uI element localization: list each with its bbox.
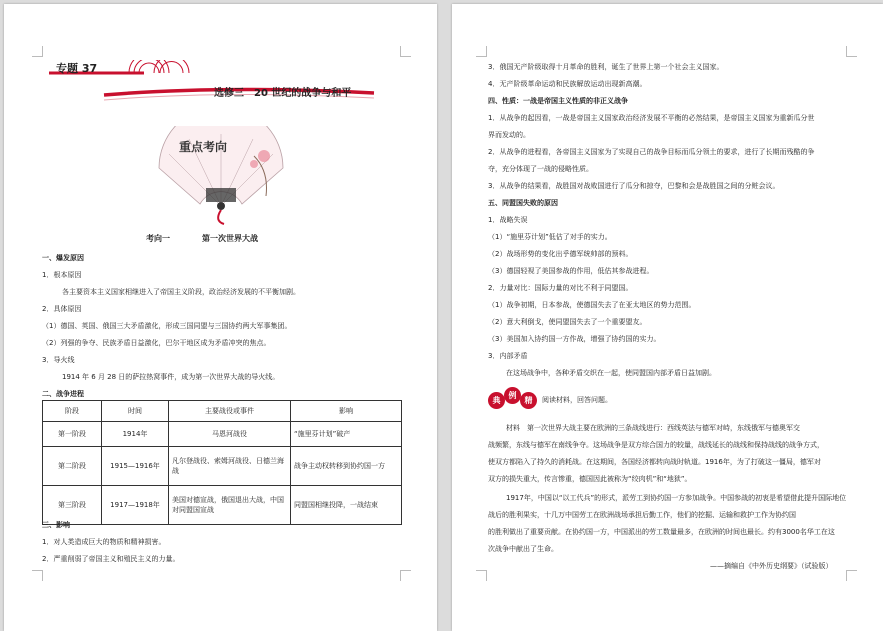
fan-illustration (154, 126, 288, 226)
table-cell: “施里芬计划”破产 (291, 422, 402, 447)
paragraph: 各主要资本主义国家相继进入了帝国主义阶段，政治经济发展的不平衡加剧。 (62, 288, 300, 296)
war-process-table (42, 400, 402, 525)
paragraph: 阅读材料，回答问题。 (542, 396, 612, 404)
crop-mark (32, 570, 43, 581)
paragraph: （3）德国轻视了美国参战的作用，低估其参战进程。 (488, 267, 654, 275)
table-row (43, 447, 402, 486)
paragraph: 2．严重削弱了帝国主义和殖民主义的力量。 (42, 555, 180, 563)
table-row (43, 486, 402, 525)
document-page-1 (4, 4, 437, 631)
table-header-cell: 时间 (102, 401, 169, 422)
material-text: 的胜利做出了重要贡献。在协约国一方，中国派出的劳工数量最多，在欧洲的时间也最长。约有3000名华工在这 (488, 528, 835, 536)
material-text: 材料 第一次世界大战主要在欧洲的三条战线进行：西线英法与德军对峙，东线俄军与德奥军交 (506, 424, 800, 432)
table-header-cell: 阶段 (43, 401, 102, 422)
material-text: 使双方都陷入了持久的消耗战。在这期间，各国经济都转向战时轨道。1916年，为了打破这一僵局，德军对 (488, 458, 821, 466)
table-cell: 1917—1918年 (102, 486, 169, 525)
table-cell: 第三阶段 (43, 486, 102, 525)
heading: 四、性质：一战是帝国主义性质的非正义战争 (488, 97, 628, 105)
source-citation: ——摘编自《中外历史纲要》（试验版） (710, 562, 833, 570)
seal-li: 例 (504, 387, 521, 404)
table-cell: 同盟国相继投降，一战结束 (291, 486, 402, 525)
paragraph: （2）列强的争夺、民族矛盾日益激化，巴尔干地区成为矛盾冲突的焦点。 (42, 339, 271, 347)
material-text: 次战争中献出了生命。 (488, 545, 558, 553)
paragraph: 夺，充分体现了一战的侵略性质。 (488, 165, 593, 173)
crop-mark (846, 570, 857, 581)
material-text: 1917年，中国以“以工代兵”的形式，派劳工到协约国一方参加战争。中国参战的初衷是希望借此提升国际地位 (506, 494, 847, 502)
crop-mark (400, 570, 411, 581)
table-cell: 第二阶段 (43, 447, 102, 486)
paragraph: （3）美国加入协约国一方作战，增强了协约国的实力。 (488, 335, 661, 343)
fan-text: 重点考向 (179, 140, 228, 154)
paragraph: 3．从战争的结果看，战胜国对战败国进行了瓜分和掠夺，巴黎和会是战胜国之间的分赃会议。 (488, 182, 780, 190)
material-text: 双方的损失重大，传言惨重，德国因此被称为“绞肉机”和“地狱”。 (488, 475, 692, 483)
section-title: 选修三 20 世纪的战争与和平 (214, 88, 352, 99)
subheading: 2．具体原因 (42, 305, 82, 313)
paragraph: 3．俄国无产阶级取得十月革命的胜利，诞生了世界上第一个社会主义国家。 (488, 63, 724, 71)
subheading: 3．导火线 (42, 356, 75, 364)
table-cell: 美国对德宣战，俄国退出大战，中国对同盟国宣战 (169, 486, 291, 525)
material-text: 战后的胜利果实，十几万中国劳工在欧洲战场承担后勤工作，他们的挖掘、运输和救护工作为协约国 (488, 511, 796, 519)
paragraph: 4．无产阶级革命运动和民族解放运动出现新高潮。 (488, 80, 647, 88)
table-row (43, 422, 402, 447)
subheading: 1．根本原因 (42, 271, 82, 279)
paragraph: （2）战场形势的变化出乎德军统帅部的预料。 (488, 250, 633, 258)
heading: 五、同盟国失败的原因 (488, 199, 558, 207)
paragraph: 在这场战争中，各种矛盾交织在一起，使同盟国内部矛盾日益加剧。 (506, 369, 716, 377)
paragraph: 1．从战争的起因看，一战是帝国主义国家政治经济发展不平衡的必然结果，是帝国主义国家为重新瓜分世 (488, 114, 815, 122)
paragraph: 2．从战争的进程看，各帝国主义国家为了实现自己的战争目标而瓜分领土的要求，进行了长期而残酷的争 (488, 148, 815, 156)
table-cell: 马恩河战役 (169, 422, 291, 447)
paragraph: （1）德国、英国、俄国三大矛盾激化，形成三国同盟与三国协约两大军事集团。 (42, 322, 292, 330)
paragraph: （1）战争初期，日本参战，使德国失去了在亚太地区的势力范围。 (488, 301, 696, 309)
paragraph: （1）“施里芬计划”低估了对手的实力。 (488, 233, 612, 241)
crop-mark (846, 46, 857, 57)
heading: 一、爆发原因 (42, 254, 84, 262)
crop-mark (476, 46, 487, 57)
kaoxiang-heading: 考向一 第一次世界大战 (146, 234, 258, 243)
crop-mark (476, 570, 487, 581)
paragraph: 1．对人类造成巨大的物质和精神损害。 (42, 538, 166, 546)
paragraph: （2）意大利倒戈，使同盟国失去了一个重要盟友。 (488, 318, 647, 326)
heading: 三、影响 (42, 521, 70, 529)
material-text: 战频繁，东线与德军在南线争夺。这场战争是双方综合国力的较量，战线延长的战线和保持战线的战争方式， (488, 441, 824, 449)
subheading: 1．战略失误 (488, 216, 528, 224)
topic-label: 专题 37 (56, 62, 98, 75)
paragraph: 1914 年 6 月 28 日的萨拉热窝事件，成为第一次世界大战的导火线。 (62, 373, 280, 381)
subheading: 3．内部矛盾 (488, 352, 528, 360)
table-cell: 第一阶段 (43, 422, 102, 447)
heading: 二、战争进程 (42, 390, 84, 398)
table-header-cell: 影响 (291, 401, 402, 422)
paragraph: 界而发动的。 (488, 131, 530, 139)
table-cell: 凡尔登战役、索姆河战役、日德兰海战 (169, 447, 291, 486)
seal-jing: 精 (520, 392, 537, 409)
subheading: 2．力量对比：国际力量的对比不利于同盟国。 (488, 284, 633, 292)
table-cell: 1915—1916年 (102, 447, 169, 486)
document-page-2 (452, 4, 883, 631)
table-cell: 1914年 (102, 422, 169, 447)
crop-mark (32, 46, 43, 57)
table-header-row (43, 401, 402, 422)
table-cell: 战争主动权转移到协约国一方 (291, 447, 402, 486)
crop-mark (400, 46, 411, 57)
seal-dian: 典 (488, 392, 505, 409)
table-header-cell: 主要战役或事件 (169, 401, 291, 422)
